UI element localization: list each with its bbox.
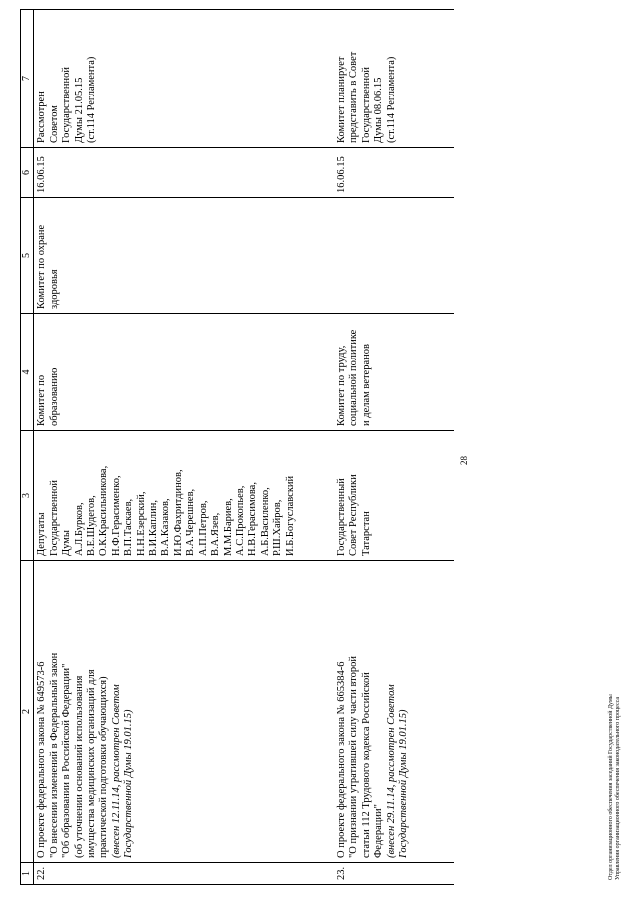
text-line: А.Л.Бурков, <box>73 502 85 556</box>
page-number: 28 <box>459 456 469 465</box>
text-line: Государственной <box>61 67 73 143</box>
text-line: Федерации" <box>373 804 385 858</box>
text-line: Татарстан <box>360 511 372 556</box>
text-line: Депутаты <box>36 512 48 556</box>
text-line: (ст.114 Регламента) <box>86 56 98 143</box>
text-line: "Об образовании в Российской Федерации" <box>61 663 73 858</box>
text-line: Р.Ш.Хайров, <box>272 499 284 556</box>
text-line: Комитет по охране <box>36 224 48 309</box>
note <box>34 10 334 148</box>
text-line: В.И.Каплин, <box>148 500 160 556</box>
table-row <box>334 10 454 885</box>
col-header: 4 <box>21 314 34 431</box>
text-line: (внесен 12.11.14, рассмотрен Советом <box>110 684 122 858</box>
table-row <box>34 10 334 885</box>
footer <box>608 694 622 880</box>
text-line: Советом <box>48 105 60 143</box>
initiator <box>334 431 454 561</box>
text-line: Думы <box>61 530 73 556</box>
text-line: (внесен 29.11.14, рассмотрен Советом <box>385 684 397 858</box>
text-line: (ст.114 Регламента) <box>385 56 397 143</box>
text-line: "О внесении изменений в Федеральный закон <box>48 652 60 858</box>
text-line: образованию <box>48 367 60 426</box>
text-line: Управления организационного обеспечения законодательного процесса <box>615 696 621 880</box>
col-header: 2 <box>21 561 34 863</box>
text-line: Думы 21.05.15 <box>73 77 85 143</box>
text-line: Н.В.Герасимова, <box>247 482 259 556</box>
co-executor-committee <box>34 198 334 314</box>
text-line: Комитет планирует <box>335 56 347 143</box>
bill-description <box>34 561 334 863</box>
co-executor-committee <box>334 198 454 314</box>
text-line: имущества медицинских организаций для <box>86 669 98 858</box>
text-line: М.М.Бариев, <box>222 498 234 556</box>
initiator <box>34 431 334 561</box>
col-header: 6 <box>21 148 34 198</box>
col-header: 3 <box>21 431 34 561</box>
agenda-table <box>20 9 454 885</box>
text-line: О.К.Красильникова, <box>98 465 110 556</box>
row-number: 22. <box>34 863 334 885</box>
text-line: статьи 112 Трудового кодекса Российской <box>360 672 372 858</box>
text-line: Думы 08.06.15 <box>373 77 385 143</box>
col-header: 1 <box>21 863 34 885</box>
text-line: Государственный <box>335 478 347 556</box>
text-line: Государственной Думы 19.01.15) <box>123 709 135 858</box>
text-line: "О признании утратившей силу части второй <box>348 656 360 858</box>
date: 16.06.15 <box>34 148 334 198</box>
bill-description <box>334 561 454 863</box>
text-line: О проекте федерального закона № 649573-6 <box>36 661 48 858</box>
header-row <box>21 10 34 885</box>
text-line: А.П.Петров, <box>197 500 209 556</box>
text-line: Государственной <box>48 480 60 556</box>
text-line: А.Б.Василенко, <box>259 487 271 556</box>
text-line: И.Ю.Фахритдинов, <box>172 469 184 556</box>
text-line: В.А.Язев, <box>210 512 222 556</box>
text-line: практической подготовки обучающихся) <box>98 676 110 858</box>
text-line: и делам ветеранов <box>360 344 372 426</box>
text-line: Совет Республики <box>348 474 360 556</box>
text-line: представить в Совет <box>348 51 360 143</box>
text-line: здоровья <box>48 269 60 309</box>
text-line: А.С.Прокопьев, <box>234 485 246 556</box>
note <box>334 10 454 148</box>
text-line: Рассмотрен <box>36 91 48 143</box>
col-header: 7 <box>21 10 34 148</box>
text-line: Н.Н.Езерский, <box>135 491 147 556</box>
text-line: Н.Ф.Герасименко, <box>110 475 122 556</box>
col-header: 5 <box>21 198 34 314</box>
text-line: Государственной <box>360 67 372 143</box>
text-line: В.Е.Шудегов, <box>86 495 98 556</box>
text-line: Отдел организационного обеспечения заседаний Государственной Думы <box>608 694 614 880</box>
row-number: 23. <box>334 863 454 885</box>
text-line: И.Б.Богуславский <box>284 475 296 556</box>
responsible-committee <box>34 314 334 431</box>
text-line: (об уточнении оснований использования <box>73 675 85 858</box>
text-line: В.А.Черешнев, <box>185 488 197 556</box>
text-line: Комитет по труду, <box>335 345 347 426</box>
text-line: социальной политике <box>348 329 360 426</box>
text-line: Комитет по <box>36 374 48 426</box>
date: 16.06.15 <box>334 148 454 198</box>
responsible-committee <box>334 314 454 431</box>
text-line: В.П.Таскаев, <box>123 498 135 556</box>
text-line: В.А.Казаков, <box>160 498 172 556</box>
text-line: О проекте федерального закона № 665384-6 <box>335 661 347 858</box>
text-line: Государственной Думы 19.01.15) <box>397 709 409 858</box>
